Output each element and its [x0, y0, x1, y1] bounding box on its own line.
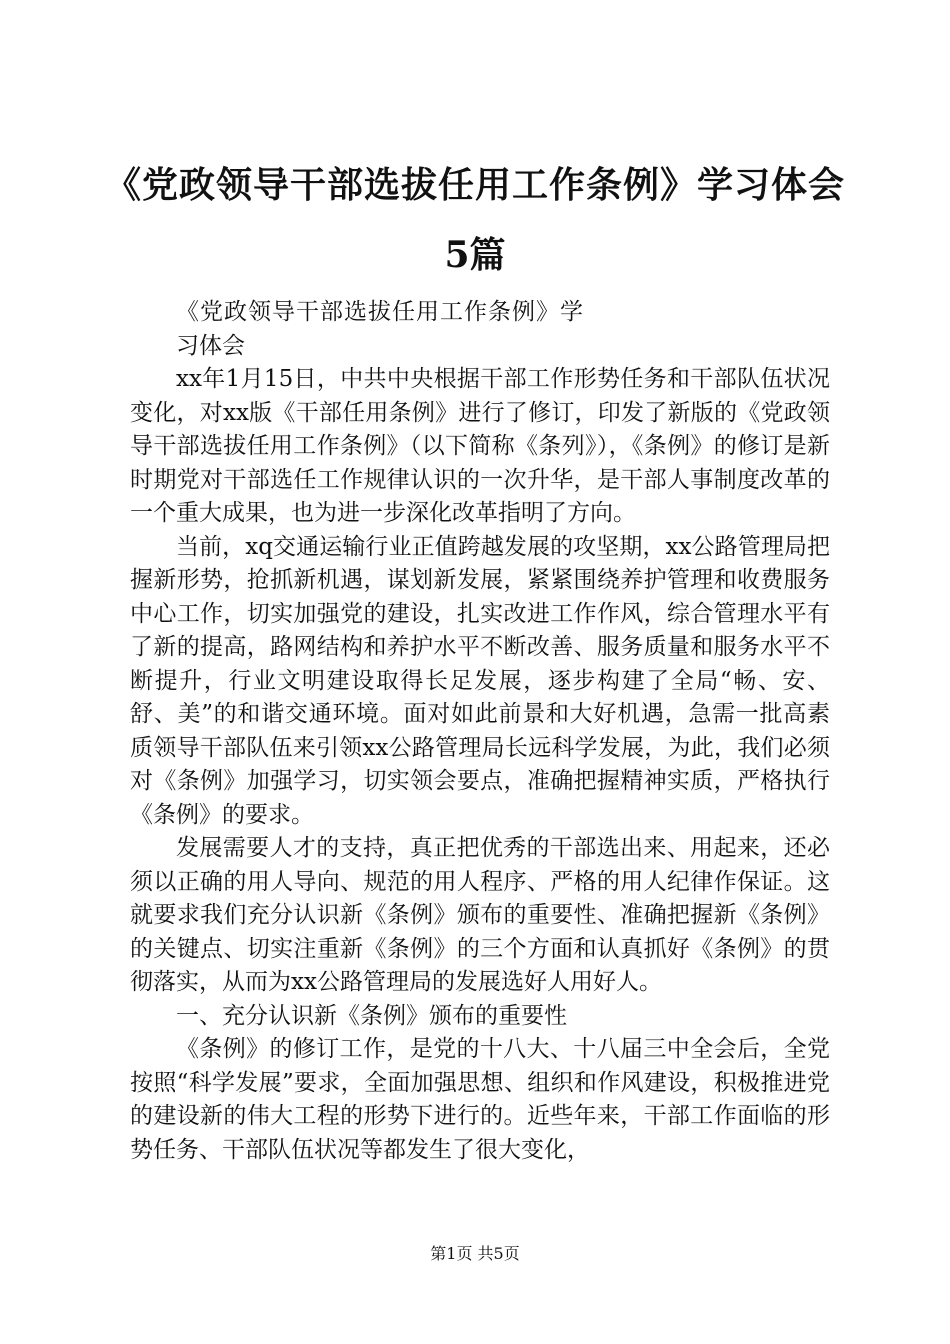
page-footer: 第1页 共5页 — [430, 1244, 520, 1263]
paragraph-4: 《条例》的修订工作，是党的十八大、十八届三中全会后，全党按照“科学发展”要求，全面加强思想、组织和作风建设，积极推进党的建设新的伟大工程的形势下进行的。近些年来，干部工作面临的形势任务、干部队伍状况等都发生了很大变化， — [130, 1036, 830, 1163]
document-body — [130, 296, 830, 1167]
subtitle-line1: 《党政领导干部选拔任用工作条例》学 — [176, 299, 584, 325]
section-heading-1: 一、充分认识新《条例》颁布的重要性 — [176, 1002, 567, 1029]
paragraph-3: 发展需要人才的支持，真正把优秀的干部选出来、用起来，还必须以正确的用人导向、规范的用人程序、严格的用人纪律作保证。这就要求我们充分认识新《条例》颁布的重要性、准确把握新《条例》的关键点、切实注重新《条例》的三个方面和认真抓好《条例》的贯彻落实，从而为xx公路管理局的发展选好人用好人。 — [130, 835, 830, 995]
subtitle-line2: 习体会 — [176, 332, 245, 359]
document-title-line1: 《党政领导干部选拔任用工作条例》学习体会 — [104, 164, 845, 206]
paragraph-2: 当前，xq交通运输行业正值跨越发展的攻坚期，xx公路管理局把握新形势，抢抓新机遇，谋划新发展，紧紧围绕养护管理和收费服务中心工作，切实加强党的建设，扎实改进工作作风，综合管理水平有了新的提高，路网结构和养护水平不断改善、服务质量和服务水平不断提升，行业文明建设取得长足发展，逐步构建了全局“畅、安、舒、美”的和谐交通环境。面对如此前景和大好机遇，急需一批高素质领导干部队伍来引领xx公路管理局长远科学发展，为此，我们必须对《条例》加强学习，切实领会要点，准确把握精神实质，严格执行《条例》的要求。 — [130, 533, 830, 828]
document-title-line2: 5篇 — [444, 234, 506, 276]
paragraph-1: xx年1月15日，中共中央根据干部工作形势任务和干部队伍状况变化，对xx版《干部任用条例》进行了修订，印发了新版的《党政领导干部选拔任用工作条例》（以下简称《条列》），《条例》的修订是新时期党对干部选任工作规律认识的一次升华，是干部人事制度改革的一个重大成果，也为进一步深化改革指明了方向。 — [130, 366, 830, 526]
